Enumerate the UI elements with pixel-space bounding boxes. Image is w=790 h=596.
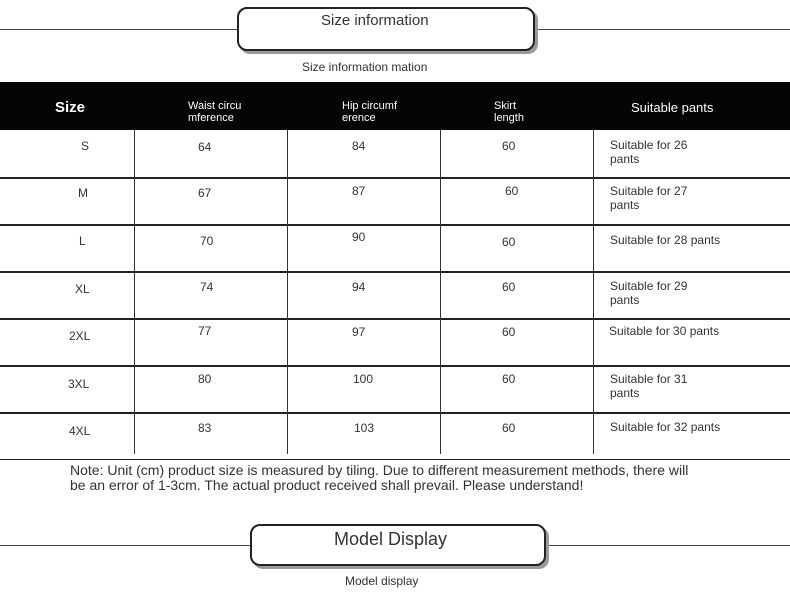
model-display-title: Model Display (334, 529, 448, 549)
cell-waist: 64 (198, 140, 212, 154)
cell-pants: Suitable for 26 pants (610, 138, 688, 166)
divider-left-top (0, 29, 238, 30)
cell-skirt: 60 (502, 280, 516, 294)
cell-pants: Suitable for 29 pants (610, 279, 688, 307)
cell-skirt: 60 (502, 325, 516, 339)
model-display-subtitle: Model display (345, 574, 419, 588)
cell-size: 3XL (68, 377, 90, 391)
column-divider (134, 130, 135, 454)
cell-size: S (81, 139, 90, 153)
header-waist: Waist circumference (188, 100, 242, 124)
table-row (0, 224, 790, 273)
cell-waist: 74 (200, 280, 214, 294)
cell-hip: 87 (352, 184, 366, 198)
column-divider (440, 130, 441, 454)
cell-waist: 77 (198, 324, 212, 338)
header-skirt-length: Skirt length (494, 100, 524, 124)
header-size: Size (55, 99, 86, 116)
column-divider (287, 130, 288, 454)
header-hip: Hip circumference (342, 100, 398, 124)
cell-hip: 97 (352, 325, 366, 339)
cell-skirt: 60 (505, 184, 519, 198)
cell-skirt: 60 (502, 235, 516, 249)
size-information-title: Size information (321, 12, 429, 29)
cell-pants: Suitable for 30 pants (609, 324, 720, 338)
cell-pants: Suitable for 28 pants (610, 233, 721, 247)
cell-size: M (78, 186, 88, 200)
cell-size: L (79, 234, 86, 248)
table-row (0, 130, 790, 179)
size-table-header (0, 82, 790, 130)
cell-waist: 83 (198, 421, 212, 435)
cell-hip: 100 (353, 372, 374, 386)
cell-hip: 103 (354, 421, 375, 435)
table-row (0, 271, 790, 320)
cell-skirt: 60 (502, 139, 516, 153)
cell-waist: 70 (200, 234, 214, 248)
cell-waist: 67 (198, 186, 212, 200)
cell-hip: 90 (352, 230, 366, 244)
table-row (0, 177, 790, 226)
divider-left-bottom (0, 545, 251, 546)
cell-skirt: 60 (502, 421, 516, 435)
cell-pants: Suitable for 32 pants (610, 420, 721, 434)
cell-pants: Suitable for 31 pants (610, 372, 688, 400)
cell-size: XL (75, 282, 90, 296)
measurement-note: Note: Unit (cm) product size is measured by tiling. Due to different measurement methods, there will be an error of 1-3cm. The actual product received shall prevail. Please understand! (70, 462, 689, 493)
cell-waist: 80 (198, 372, 212, 386)
cell-size: 4XL (69, 424, 91, 438)
table-row (0, 365, 790, 414)
divider-right-bottom (545, 545, 790, 546)
table-row (0, 412, 790, 460)
cell-hip: 94 (352, 280, 366, 294)
header-suitable-pants: Suitable pants (631, 100, 714, 115)
column-divider (593, 130, 594, 454)
cell-pants: Suitable for 27 pants (610, 184, 688, 212)
cell-hip: 84 (352, 139, 366, 153)
table-row (0, 318, 790, 367)
cell-size: 2XL (69, 329, 91, 343)
cell-skirt: 60 (502, 372, 516, 386)
size-information-subtitle: Size information mation (302, 60, 428, 74)
divider-right-top (535, 29, 790, 30)
